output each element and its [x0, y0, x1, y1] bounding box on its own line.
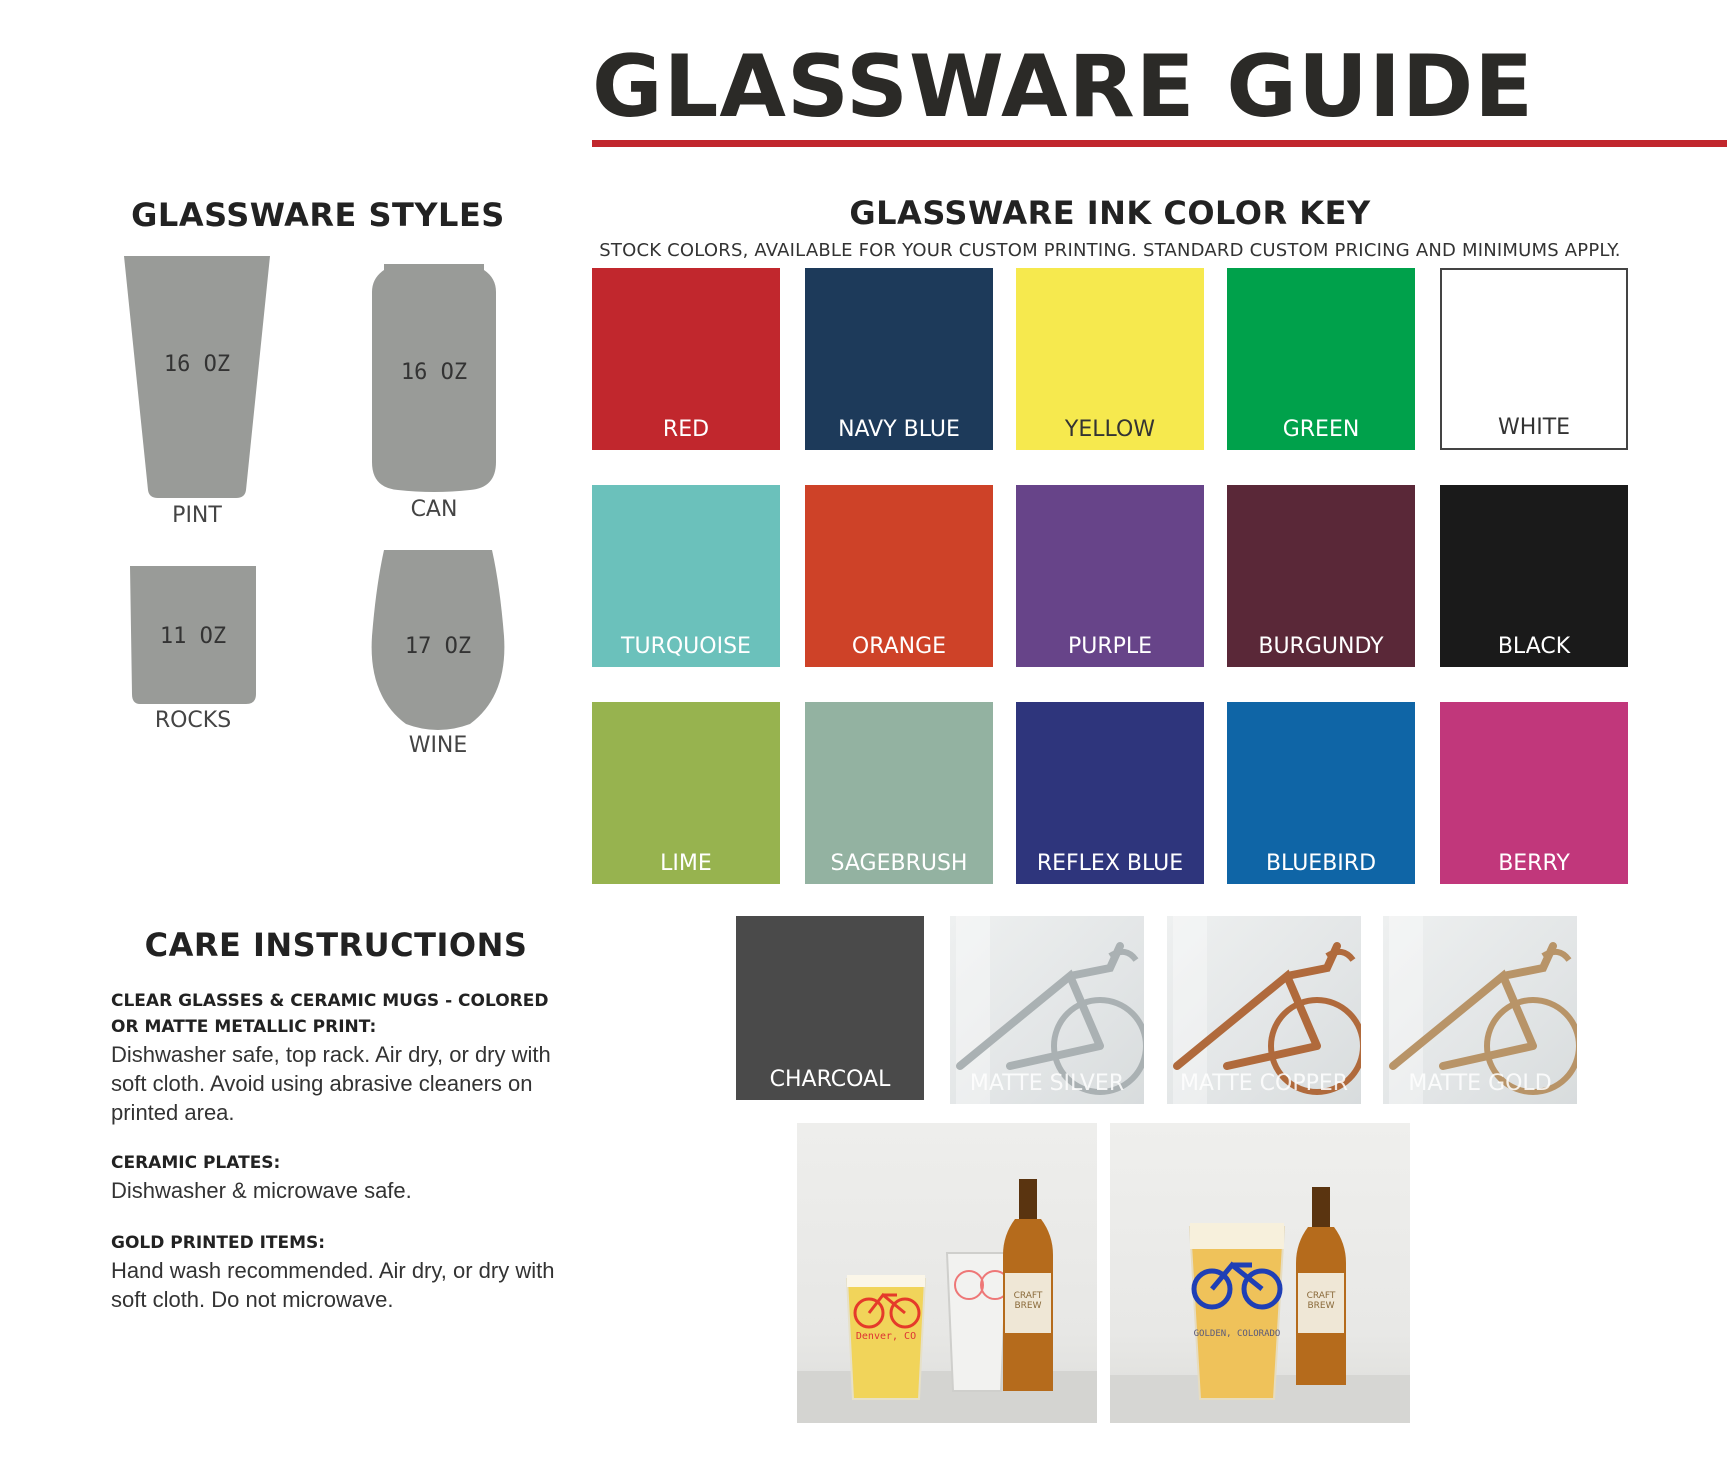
- color-swatch-label: RED: [662, 417, 710, 442]
- care-heading: CERAMIC PLATES:: [111, 1153, 281, 1173]
- wine-label: WINE: [408, 733, 468, 758]
- styles-title: GLASSWARE STYLES: [131, 196, 505, 234]
- care-section-clear-glasses: [111, 988, 581, 1127]
- care-body: Dishwasher & microwave safe.: [111, 1178, 412, 1203]
- metallic-swatch: [1383, 916, 1577, 1104]
- photo-glass-text: GOLDEN, COLORADO: [1193, 1329, 1281, 1339]
- color-swatch: [1016, 485, 1204, 667]
- metallic-swatch-label: MATTE SILVER: [969, 1071, 1125, 1096]
- color-swatch: [1016, 268, 1204, 450]
- pint-glass-icon: [122, 254, 272, 500]
- color-swatch-label: BLACK: [1497, 634, 1571, 659]
- color-swatch-label: BURGUNDY: [1258, 634, 1384, 659]
- care-body: Hand wash recommended. Air dry, or dry with soft cloth. Do not microwave.: [111, 1258, 555, 1312]
- pint-size: 16 OZ: [163, 352, 231, 377]
- metallic-swatch-label: CHARCOAL: [769, 1067, 891, 1092]
- color-swatch: [592, 485, 780, 667]
- care-heading: CLEAR GLASSES & CERAMIC MUGS - COLORED OR MATTE METALLIC PRINT:: [111, 991, 549, 1037]
- photo-glass-text: Denver, CO: [855, 1331, 917, 1342]
- can-size: 16 OZ: [400, 360, 468, 385]
- color-swatch-label: REFLEX BLUE: [1036, 851, 1184, 876]
- rocks-label: ROCKS: [154, 708, 232, 733]
- color-swatch: [1016, 702, 1204, 884]
- care-section-gold-printed: [111, 1230, 581, 1314]
- can-label: CAN: [410, 497, 458, 522]
- care-section-ceramic-plates: [111, 1150, 581, 1205]
- color-swatch-label: ORANGE: [851, 634, 947, 659]
- color-swatch-label: PURPLE: [1067, 634, 1153, 659]
- color-swatch: [592, 702, 780, 884]
- pint-label: PINT: [172, 503, 222, 528]
- color-swatch: [1227, 702, 1415, 884]
- color-swatch: [1440, 268, 1628, 450]
- color-swatch: [1227, 485, 1415, 667]
- color-swatch: [1440, 485, 1628, 667]
- photo-bottle-text: CRAFT BREW: [1306, 1291, 1336, 1311]
- metallic-swatch: [950, 916, 1144, 1104]
- title-divider: [592, 140, 1727, 147]
- color-key-title: GLASSWARE INK COLOR KEY: [849, 194, 1371, 232]
- wine-size: 17 OZ: [404, 634, 472, 659]
- color-swatch-label: NAVY BLUE: [838, 417, 960, 442]
- metallic-swatch: [736, 916, 924, 1100]
- color-swatch-label: SAGEBRUSH: [830, 851, 968, 876]
- product-photo-golden: [1110, 1123, 1410, 1423]
- color-swatch: [805, 268, 993, 450]
- color-key-subtitle: STOCK COLORS, AVAILABLE FOR YOUR CUSTOM PRINTING. STANDARD CUSTOM PRICING AND MINIMUMS APPLY.: [599, 240, 1621, 261]
- care-title: CARE INSTRUCTIONS: [144, 926, 528, 964]
- color-swatch: [1227, 268, 1415, 450]
- product-photo-denver: [797, 1123, 1097, 1423]
- color-swatch-label: LIME: [660, 851, 712, 876]
- color-swatch-label: BERRY: [1498, 851, 1570, 876]
- color-swatch-label: GREEN: [1282, 417, 1360, 442]
- color-swatch: [805, 702, 993, 884]
- page-title: GLASSWARE GUIDE: [592, 37, 1534, 137]
- metallic-swatch-label: MATTE COPPER: [1179, 1071, 1349, 1096]
- color-swatch-label: WHITE: [1497, 415, 1571, 440]
- care-heading: GOLD PRINTED ITEMS:: [111, 1233, 326, 1253]
- color-swatch: [592, 268, 780, 450]
- color-swatch-label: TURQUOISE: [621, 634, 751, 659]
- color-swatch: [805, 485, 993, 667]
- color-swatch-label: YELLOW: [1064, 417, 1156, 442]
- rocks-size: 11 OZ: [159, 624, 227, 649]
- metallic-swatch: [1167, 916, 1361, 1104]
- metallic-swatch-label: MATTE GOLD: [1408, 1071, 1552, 1096]
- photo-bottle-text: CRAFT BREW: [1013, 1291, 1043, 1311]
- color-swatch-label: BLUEBIRD: [1265, 851, 1377, 876]
- care-body: Dishwasher safe, top rack. Air dry, or dry with soft cloth. Avoid using abrasive cleaners on printed area.: [111, 1042, 551, 1125]
- color-swatch: [1440, 702, 1628, 884]
